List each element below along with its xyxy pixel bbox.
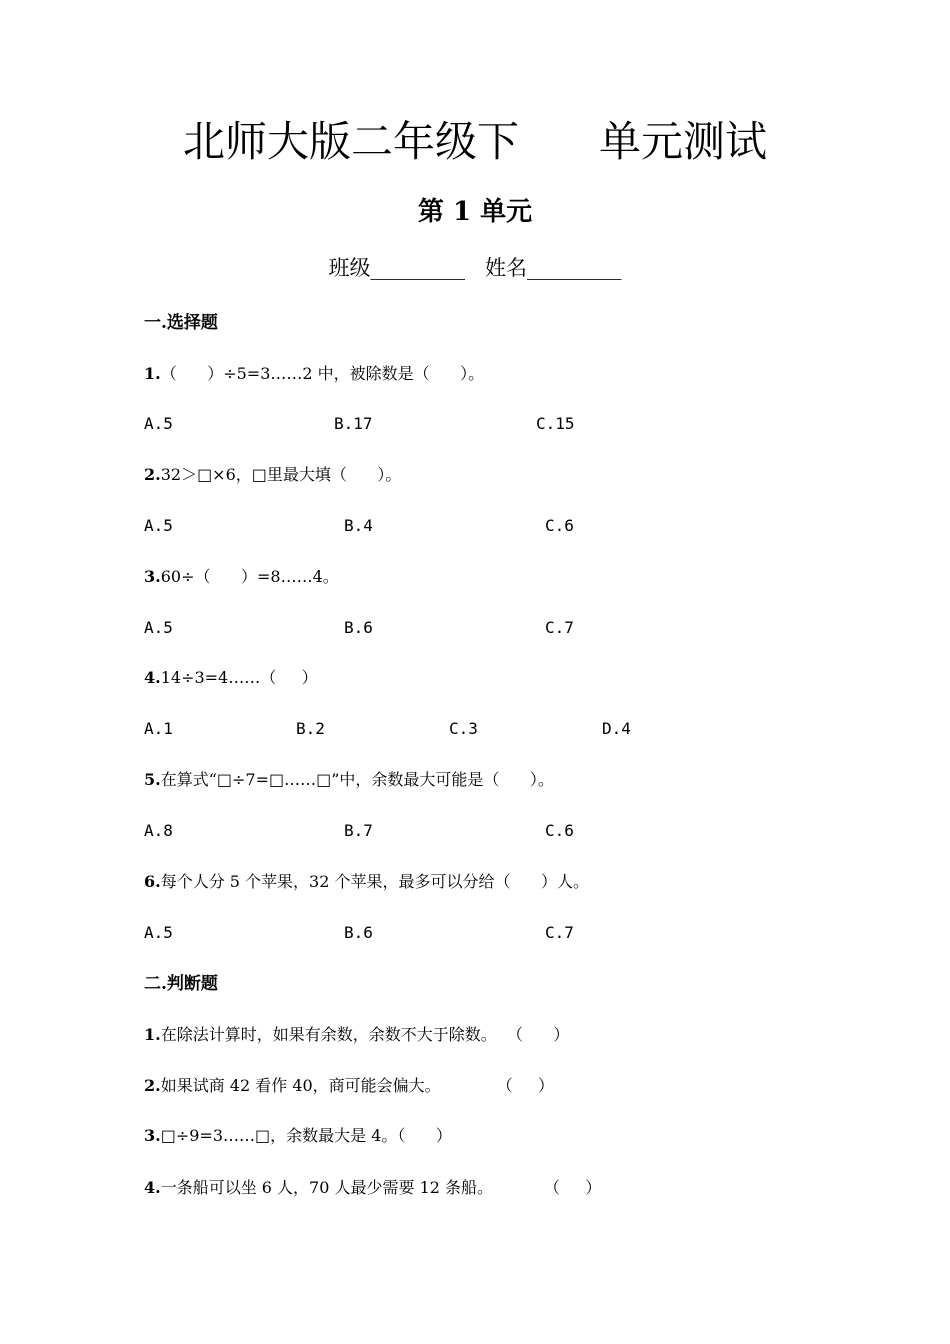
option-a: A.1	[144, 719, 173, 738]
question-text: 一条船可以坐 6 人，70 人最少需要 12 条船。 （ ）	[160, 1178, 602, 1197]
option-b: B.2	[296, 719, 325, 738]
question-number: 5.	[144, 770, 161, 789]
question-number: 3.	[144, 1126, 161, 1145]
option-b: B.6	[344, 923, 373, 942]
page-title: 北师大版二年级下 单元测试	[182, 117, 768, 166]
option-a: A.5	[144, 516, 173, 535]
question-text: 在算式“□÷7=□……□”中，余数最大可能是（ ）。	[160, 770, 554, 789]
question-text: 60÷（ ）=8……4。	[160, 567, 339, 586]
option-c: C.7	[545, 923, 574, 942]
option-a: A.5	[144, 414, 173, 433]
question-text: □÷9=3……□，余数最大是 4。（ ）	[160, 1126, 452, 1145]
question-text: 如果试商 42 看作 40，商可能会偏大。 （ ）	[160, 1076, 555, 1095]
section-heading-judgment: 二.判断题	[144, 974, 218, 994]
choice-question-6	[144, 868, 589, 896]
section-heading-choice: 一.选择题	[144, 313, 218, 333]
choice-question-4	[144, 664, 318, 692]
question-number: 1.	[144, 1025, 161, 1044]
name-field-label: 姓名_________	[485, 256, 622, 280]
option-b: B.17	[334, 414, 373, 433]
question-number: 4.	[144, 668, 161, 687]
question-number: 1.	[144, 364, 161, 383]
question-number: 4.	[144, 1178, 161, 1197]
question-text: （ ）÷5=3……2 中，被除数是（ ）。	[160, 364, 485, 383]
option-c: C.3	[449, 719, 478, 738]
choice-question-1	[144, 360, 484, 388]
question-text: 在除法计算时，如果有余数，余数不大于除数。 （ ）	[160, 1025, 570, 1044]
judgment-question-3	[144, 1122, 452, 1150]
class-field-label: 班级_________	[328, 256, 465, 280]
option-c: C.7	[545, 618, 574, 637]
question-number: 6.	[144, 872, 161, 891]
option-c: C.6	[545, 516, 574, 535]
option-c: C.15	[536, 414, 575, 433]
option-a: A.5	[144, 618, 173, 637]
question-text: 32＞□×6，□里最大填（ ）。	[160, 465, 402, 484]
judgment-question-1	[144, 1021, 569, 1049]
student-info-line	[0, 250, 950, 286]
question-number: 2.	[144, 465, 161, 484]
option-d: D.4	[602, 719, 631, 738]
choice-question-3	[144, 563, 339, 591]
unit-subtitle: 第 1 单元	[417, 197, 533, 227]
option-a: A.5	[144, 923, 173, 942]
question-number: 2.	[144, 1076, 161, 1095]
question-text: 14÷3=4……（ ）	[160, 668, 318, 687]
choice-question-2	[144, 461, 401, 489]
option-b: B.6	[344, 618, 373, 637]
option-c: C.6	[545, 821, 574, 840]
choice-question-5	[144, 766, 554, 794]
judgment-question-4	[144, 1174, 601, 1202]
option-b: B.4	[344, 516, 373, 535]
judgment-question-2	[144, 1072, 554, 1100]
option-a: A.8	[144, 821, 173, 840]
option-b: B.7	[344, 821, 373, 840]
question-number: 3.	[144, 567, 161, 586]
question-text: 每个人分 5 个苹果，32 个苹果，最多可以分给（ ）人。	[160, 872, 590, 891]
